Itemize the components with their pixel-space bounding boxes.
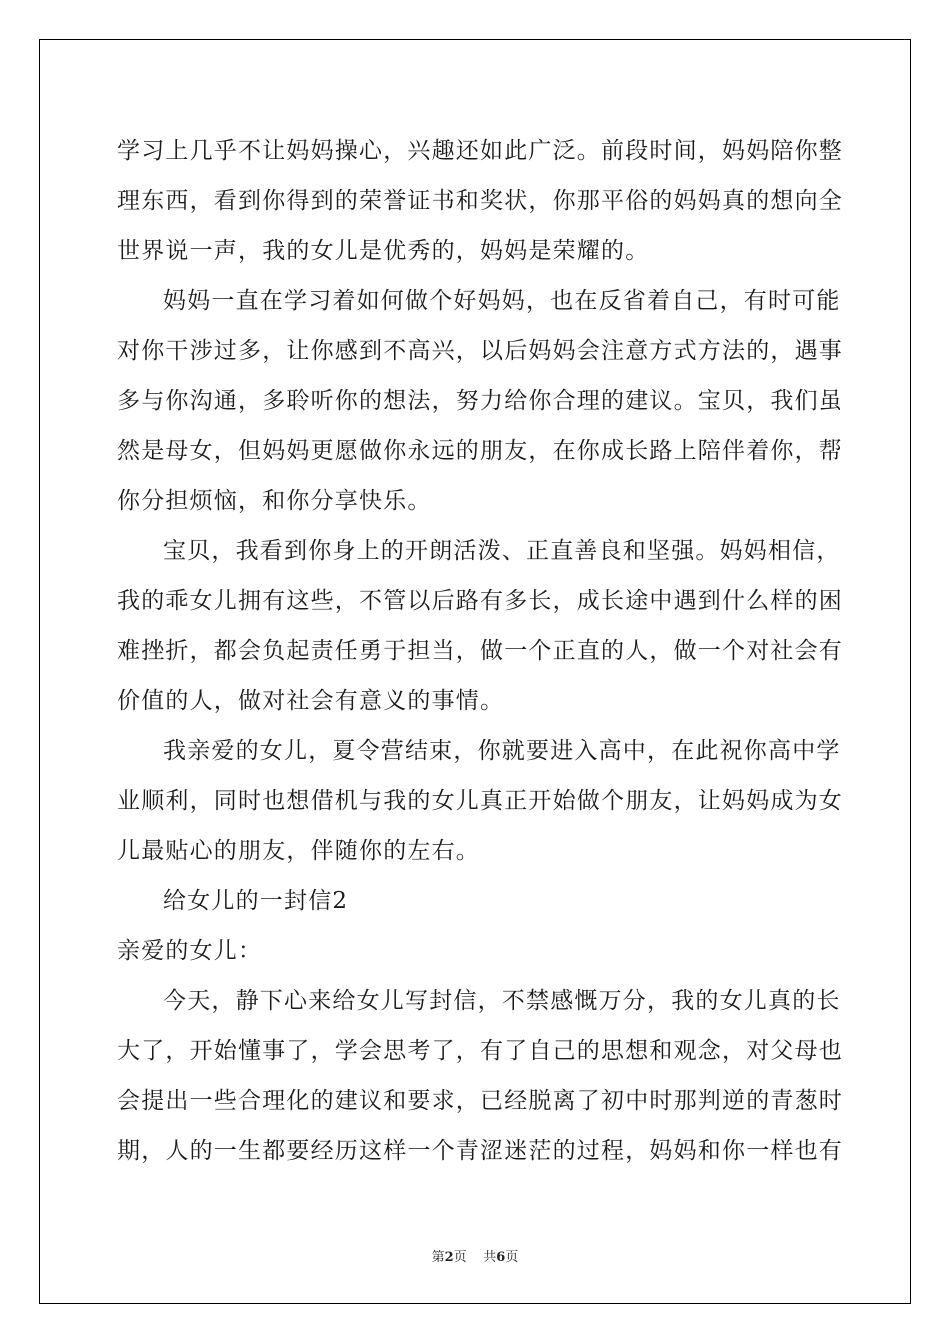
text-line: 对你干涉过多，让你感到不高兴，以后妈妈会注意方式方法的，遇事 (117, 338, 843, 364)
text-line: 会提出一些合理化的建议和要求，已经脱离了初中时那判逆的青葱时 (117, 1088, 843, 1114)
text-line: 价值的人，做对社会有意义的事情。 (117, 688, 505, 714)
text-line: 大了，开始懂事了，学会思考了，有了自己的思想和观念，对父母也 (117, 1038, 843, 1064)
paragraph-start-line: 我亲爱的女儿，夏令营结束，你就要进入高中，在此祝你高中学 (163, 738, 841, 764)
paragraph-start-line: 今天，静下心来给女儿写封信，不禁感慨万分，我的女儿真的长 (163, 988, 841, 1014)
salutation: 亲爱的女儿： (117, 938, 263, 964)
text-line: 业顺利，同时也想借机与我的女儿真正开始做个朋友，让妈妈成为女 (117, 788, 843, 814)
text-line: 期，人的一生都要经历这样一个青涩迷茫的过程，妈妈和你一样也有 (117, 1138, 843, 1164)
paragraph-start-line: 宝贝，我看到你身上的开朗活泼、正直善良和坚强。妈妈相信， (163, 538, 841, 564)
letter-heading: 给女儿的一封信2 (163, 888, 349, 914)
text-line: 学习上几乎不让妈妈操心，兴趣还如此广泛。前段时间，妈妈陪你整 (117, 138, 843, 164)
paragraph-start-line: 妈妈一直在学习着如何做个好妈妈，也在反省着自己，有时可能 (163, 288, 841, 314)
text-line: 难挫折，都会负起责任勇于担当，做一个正直的人，做一个对社会有 (117, 638, 843, 664)
page-footer (0, 1246, 950, 1265)
text-line: 多与你沟通，多聆听你的想法，努力给你合理的建议。宝贝，我们虽 (117, 388, 843, 414)
text-line: 我的乖女儿拥有这些，不管以后路有多长，成长途中遇到什么样的困 (117, 588, 843, 614)
text-line: 儿最贴心的朋友，伴随你的左右。 (117, 838, 480, 864)
page-indicator: 第2页 (431, 1250, 467, 1265)
total-page-number: 6 (496, 1250, 506, 1265)
total-pages-indicator: 共6页 (483, 1250, 519, 1265)
text-line: 你分担烦恼，和你分享快乐。 (117, 488, 432, 514)
current-page-number: 2 (444, 1250, 454, 1265)
text-line: 世界说一声，我的女儿是优秀的，妈妈是荣耀的。 (117, 238, 650, 264)
text-line: 理东西，看到你得到的荣誉证书和奖状，你那平俗的妈妈真的想向全 (117, 188, 843, 214)
letter-body (117, 126, 843, 1176)
text-line: 然是母女，但妈妈更愿做你永远的朋友，在你成长路上陪伴着你，帮 (117, 438, 843, 464)
